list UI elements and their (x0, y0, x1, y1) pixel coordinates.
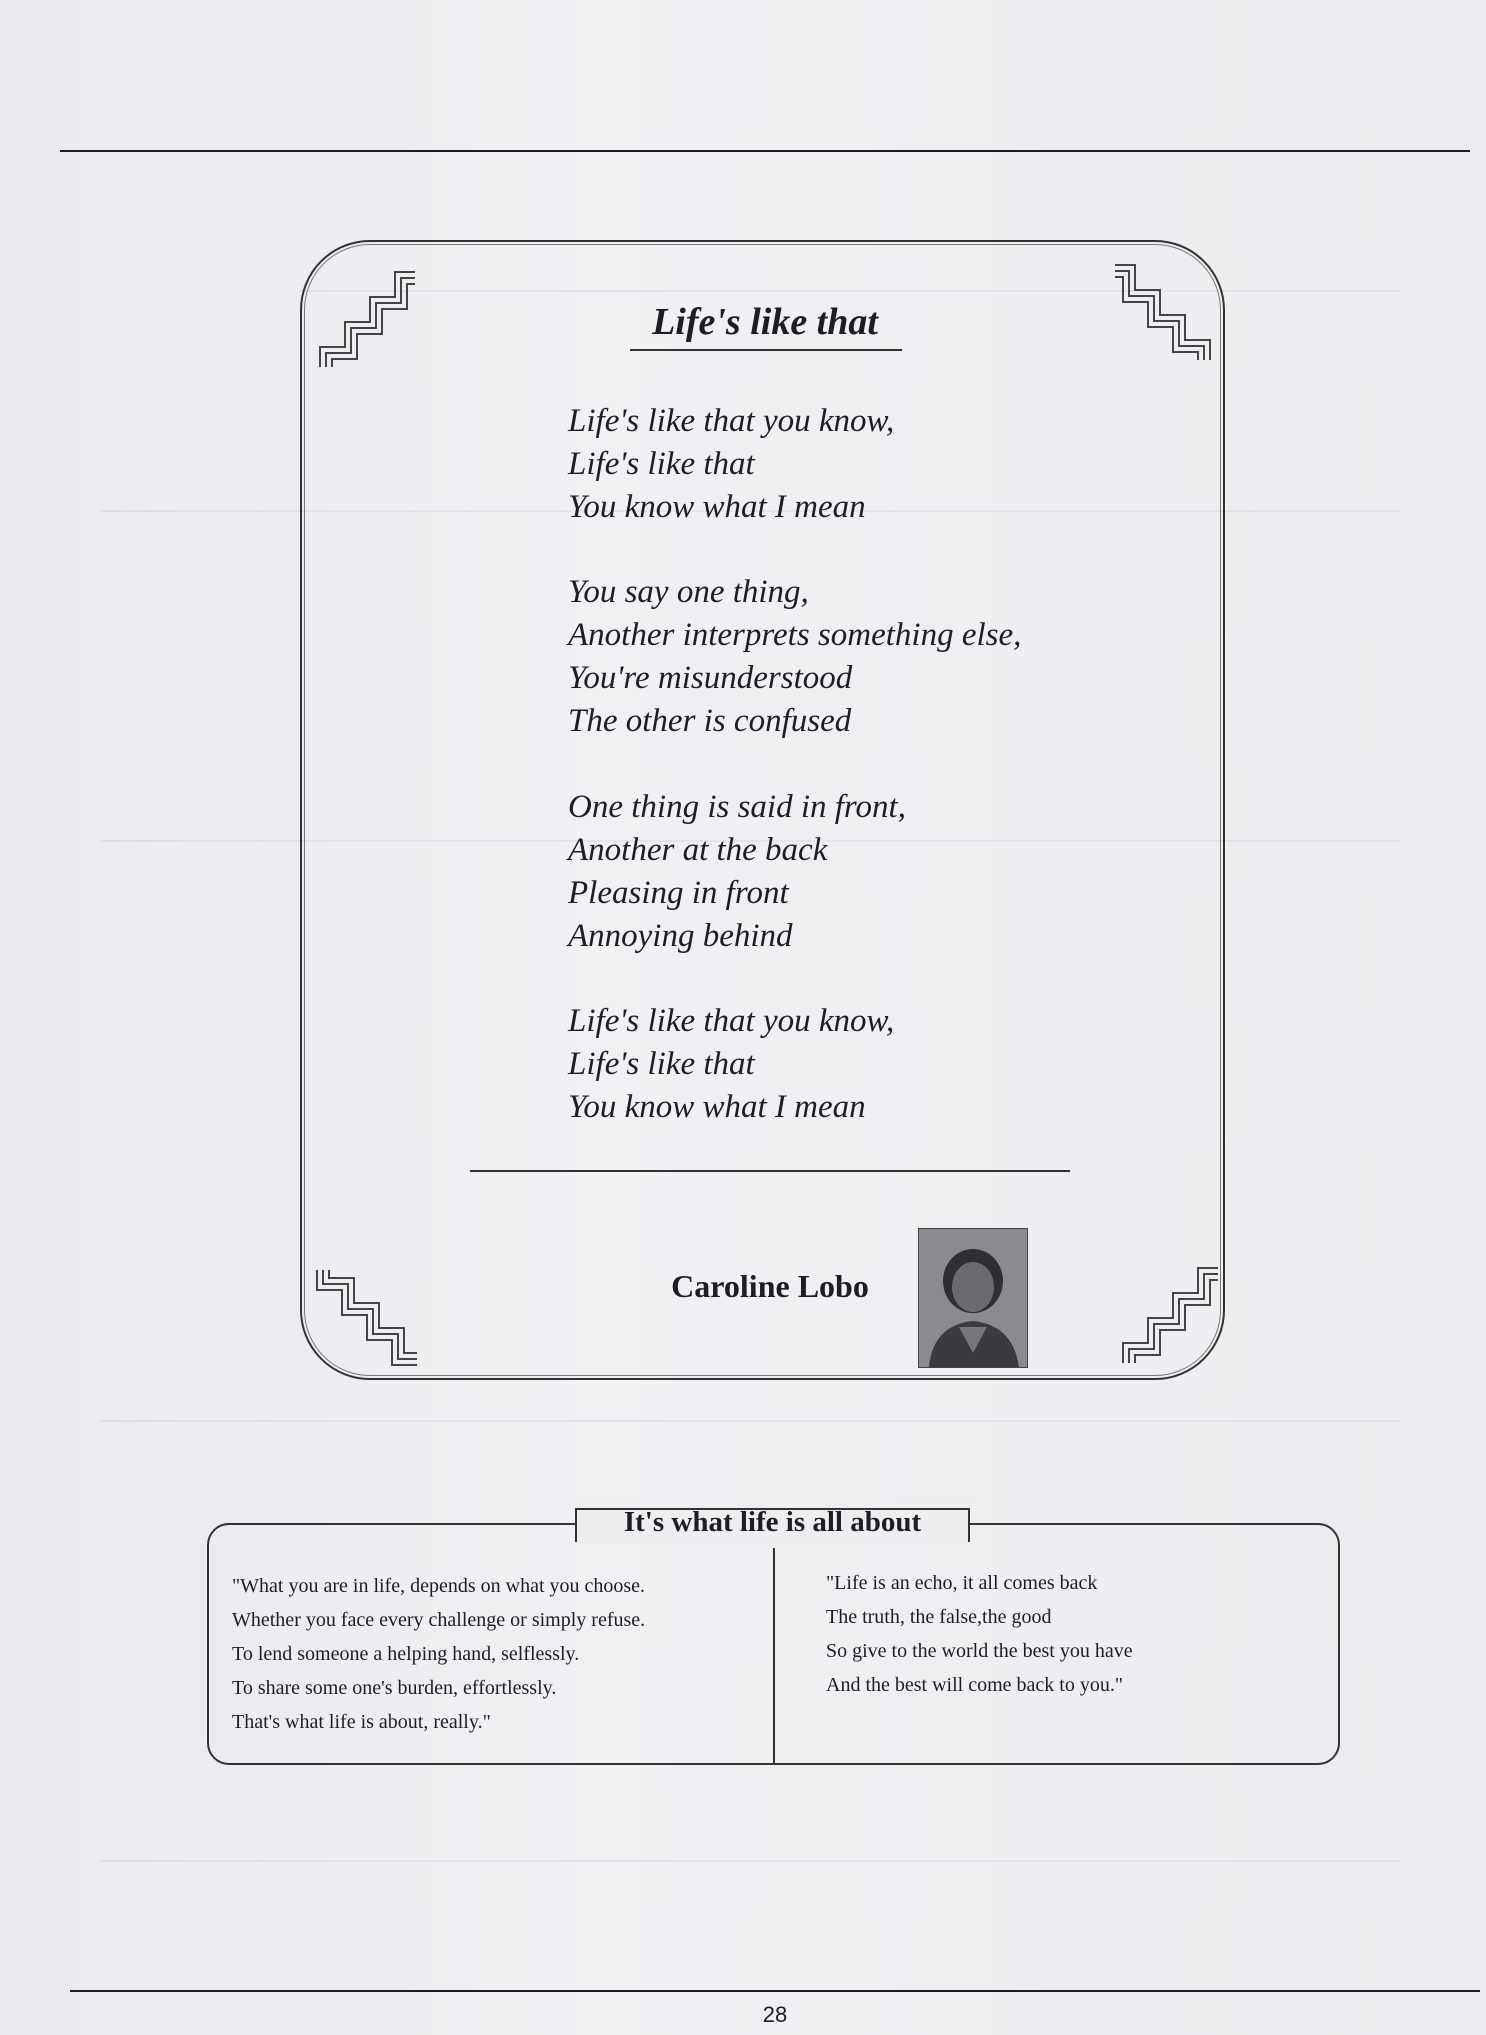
poem-line: You know what I mean (568, 489, 866, 525)
author-name: Caroline Lobo (671, 1268, 869, 1304)
poem-stanza (568, 1000, 894, 1129)
poem-line: You know what I mean (568, 1089, 866, 1125)
quote-box-title: It's what life is all about (623, 1506, 922, 1538)
author-photo (918, 1228, 1028, 1368)
poem-line: Life's like that (568, 446, 755, 482)
right-quote (826, 1566, 1133, 1702)
left-quote (232, 1569, 645, 1739)
quote-divider (773, 1548, 775, 1763)
poem-line: You say one thing, (568, 574, 809, 610)
poem-line: You're misunderstood (568, 660, 853, 696)
quote-line: "What you are in life, depends on what you choose. (232, 1575, 646, 1597)
quote-line: To lend someone a helping hand, selflessly. (232, 1643, 580, 1665)
quote-line: "Life is an echo, it all comes back (826, 1572, 1098, 1594)
poem-line: Another interprets something else, (568, 617, 1022, 653)
author-divider (470, 1170, 1070, 1172)
poem-stanza (568, 400, 894, 529)
page-number: 28 (762, 2002, 788, 2027)
corner-ornament-top-left-icon (310, 262, 420, 372)
poem-line: Pleasing in front (568, 875, 789, 911)
poem-line: Annoying behind (568, 918, 793, 954)
top-rule (60, 150, 1470, 152)
corner-ornament-top-right-icon (1110, 255, 1220, 365)
poem-title: Life's like that (652, 301, 878, 343)
poem-line: One thing is said in front, (568, 789, 906, 825)
poem-line: The other is confused (568, 703, 852, 739)
poem-line: Life's like that you know, (568, 403, 895, 439)
bleed-through-line (100, 1420, 1400, 1422)
poem-line: Another at the back (568, 832, 828, 868)
quote-line: Whether you face every challenge or simply refuse. (232, 1609, 646, 1631)
quote-line: The truth, the false,the good (826, 1606, 1052, 1628)
corner-ornament-bottom-left-icon (312, 1265, 422, 1375)
poem-stanza (568, 786, 906, 958)
quote-line: So give to the world the best you have (826, 1640, 1133, 1662)
bleed-through-line (100, 1860, 1400, 1862)
quote-line: That's what life is about, really." (232, 1711, 491, 1733)
bottom-rule (70, 1990, 1480, 1992)
quote-line: To share some one's burden, effortlessly. (232, 1677, 557, 1699)
poem-line: Life's like that you know, (568, 1003, 895, 1039)
quote-line: And the best will come back to you." (826, 1674, 1123, 1696)
poem-line: Life's like that (568, 1046, 755, 1082)
poem-stanza (568, 571, 1021, 743)
poem-title-underline (630, 349, 902, 351)
corner-ornament-bottom-right-icon (1118, 1258, 1228, 1368)
